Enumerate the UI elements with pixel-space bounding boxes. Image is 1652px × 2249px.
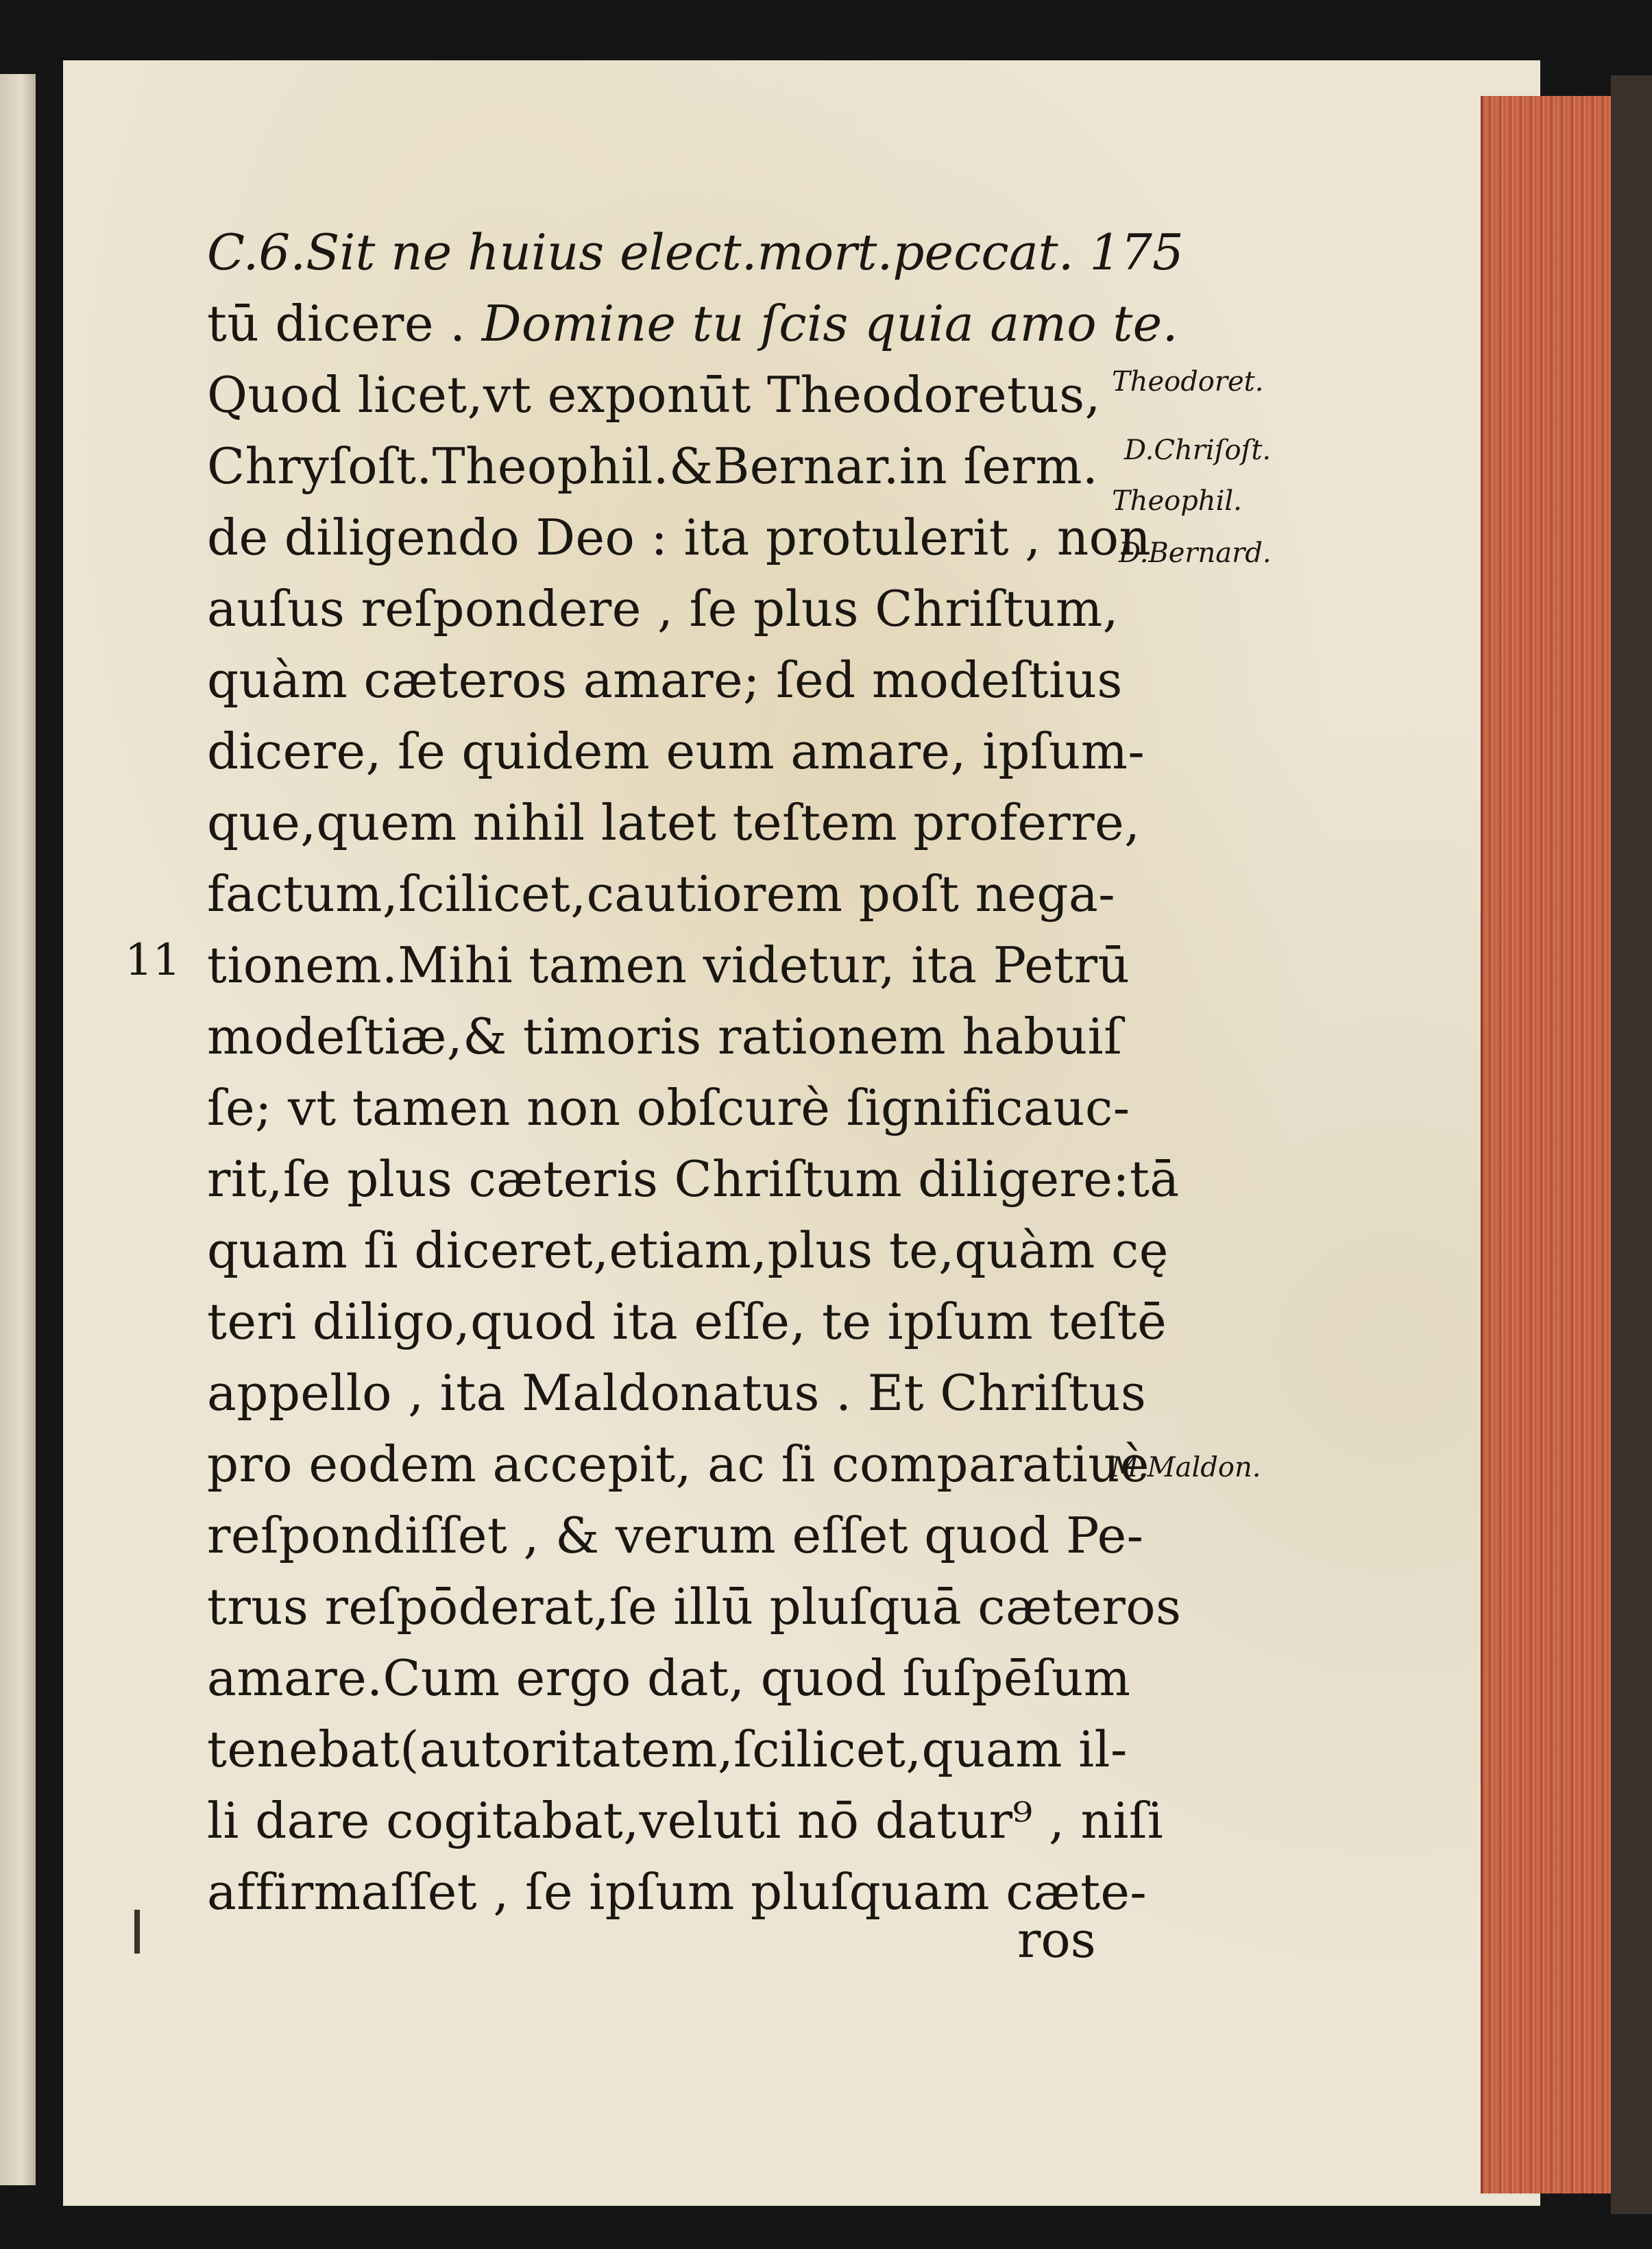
facing-page-edge — [0, 74, 36, 2185]
text-line: trus reſpōderat,ſe illū pluſquā cæteros — [207, 1578, 1182, 1636]
text-line: amare.Cum ergo dat, quod ſuſpēſum — [207, 1649, 1131, 1707]
text-line: auſus reſpondere , ſe plus Chriſtum, — [207, 580, 1119, 637]
text-line: affirmaſſet , ſe ipſum pluſquam cæte- — [207, 1863, 1147, 1921]
text-line: quam ſi diceret,etiam,plus te,quàm cę — [207, 1221, 1169, 1279]
text-line — [207, 288, 1178, 359]
line-text: tū dicere . — [207, 295, 482, 352]
text-line: li dare cogitabat,veluti nō datur⁹ , niſi — [207, 1792, 1164, 1849]
text-line: que,quem nihil latet teſtem proferre, — [207, 794, 1141, 851]
text-line: modeſtiæ,& timoris rationem habuiſ — [207, 1008, 1123, 1065]
text-line: Quod licet,vt exponūt Theodoretus, — [207, 366, 1101, 424]
margin-note: Theodoret. — [1112, 366, 1264, 398]
text-line: reſpondiſſet , & verum eſſet quod Pe- — [207, 1507, 1144, 1564]
text-line: dicere, ſe quidem eum amare, ipſum- — [207, 722, 1145, 780]
text-line: pro eodem accepit, ac ſi comparatiuè — [207, 1435, 1150, 1493]
text-line: ſe; vt tamen non obſcurè ſignificauc- — [207, 1079, 1130, 1136]
text-line: Chryſoſt.Theophil.&Bernar.in ſerm. — [207, 437, 1099, 495]
text-line: tionem.Mihi tamen videtur, ita Petrū — [207, 936, 1130, 994]
line-number: 11 — [125, 935, 181, 986]
text-line: factum,ſcilicet,cautiorem poſt nega- — [207, 865, 1115, 923]
bracket-mark — [134, 1910, 140, 1954]
text-line: appello , ita Maldonatus . Et Chriſtus — [207, 1364, 1147, 1422]
margin-note: D.Chriſoſt. — [1124, 435, 1272, 466]
margin-note: D.Bernard. — [1119, 537, 1272, 569]
text-line: teri diligo,quod ita eſſe, te ipſum teſtē — [207, 1293, 1167, 1350]
text-line: rit,ſe plus cæteris Chriſtum diligere:tā — [207, 1150, 1180, 1208]
running-head: C.6.Sit ne huius elect.mort.peccat. 175 — [207, 223, 1184, 281]
margin-note: M.Maldon. — [1110, 1452, 1261, 1483]
text-line: de diligendo Deo : ita protulerit , non — [207, 509, 1152, 566]
text-line: tenebat(autoritatem,ſcilicet,quam il- — [207, 1721, 1128, 1778]
book-cover-edge — [1611, 75, 1652, 2214]
line-italic-text: Domine tu ſcis quia amo te. — [481, 295, 1178, 352]
text-line: quàm cæteros amare; ſed modeſtius — [207, 651, 1123, 709]
margin-note: Theophil. — [1112, 485, 1242, 517]
catchword: ros — [1017, 1911, 1096, 1969]
